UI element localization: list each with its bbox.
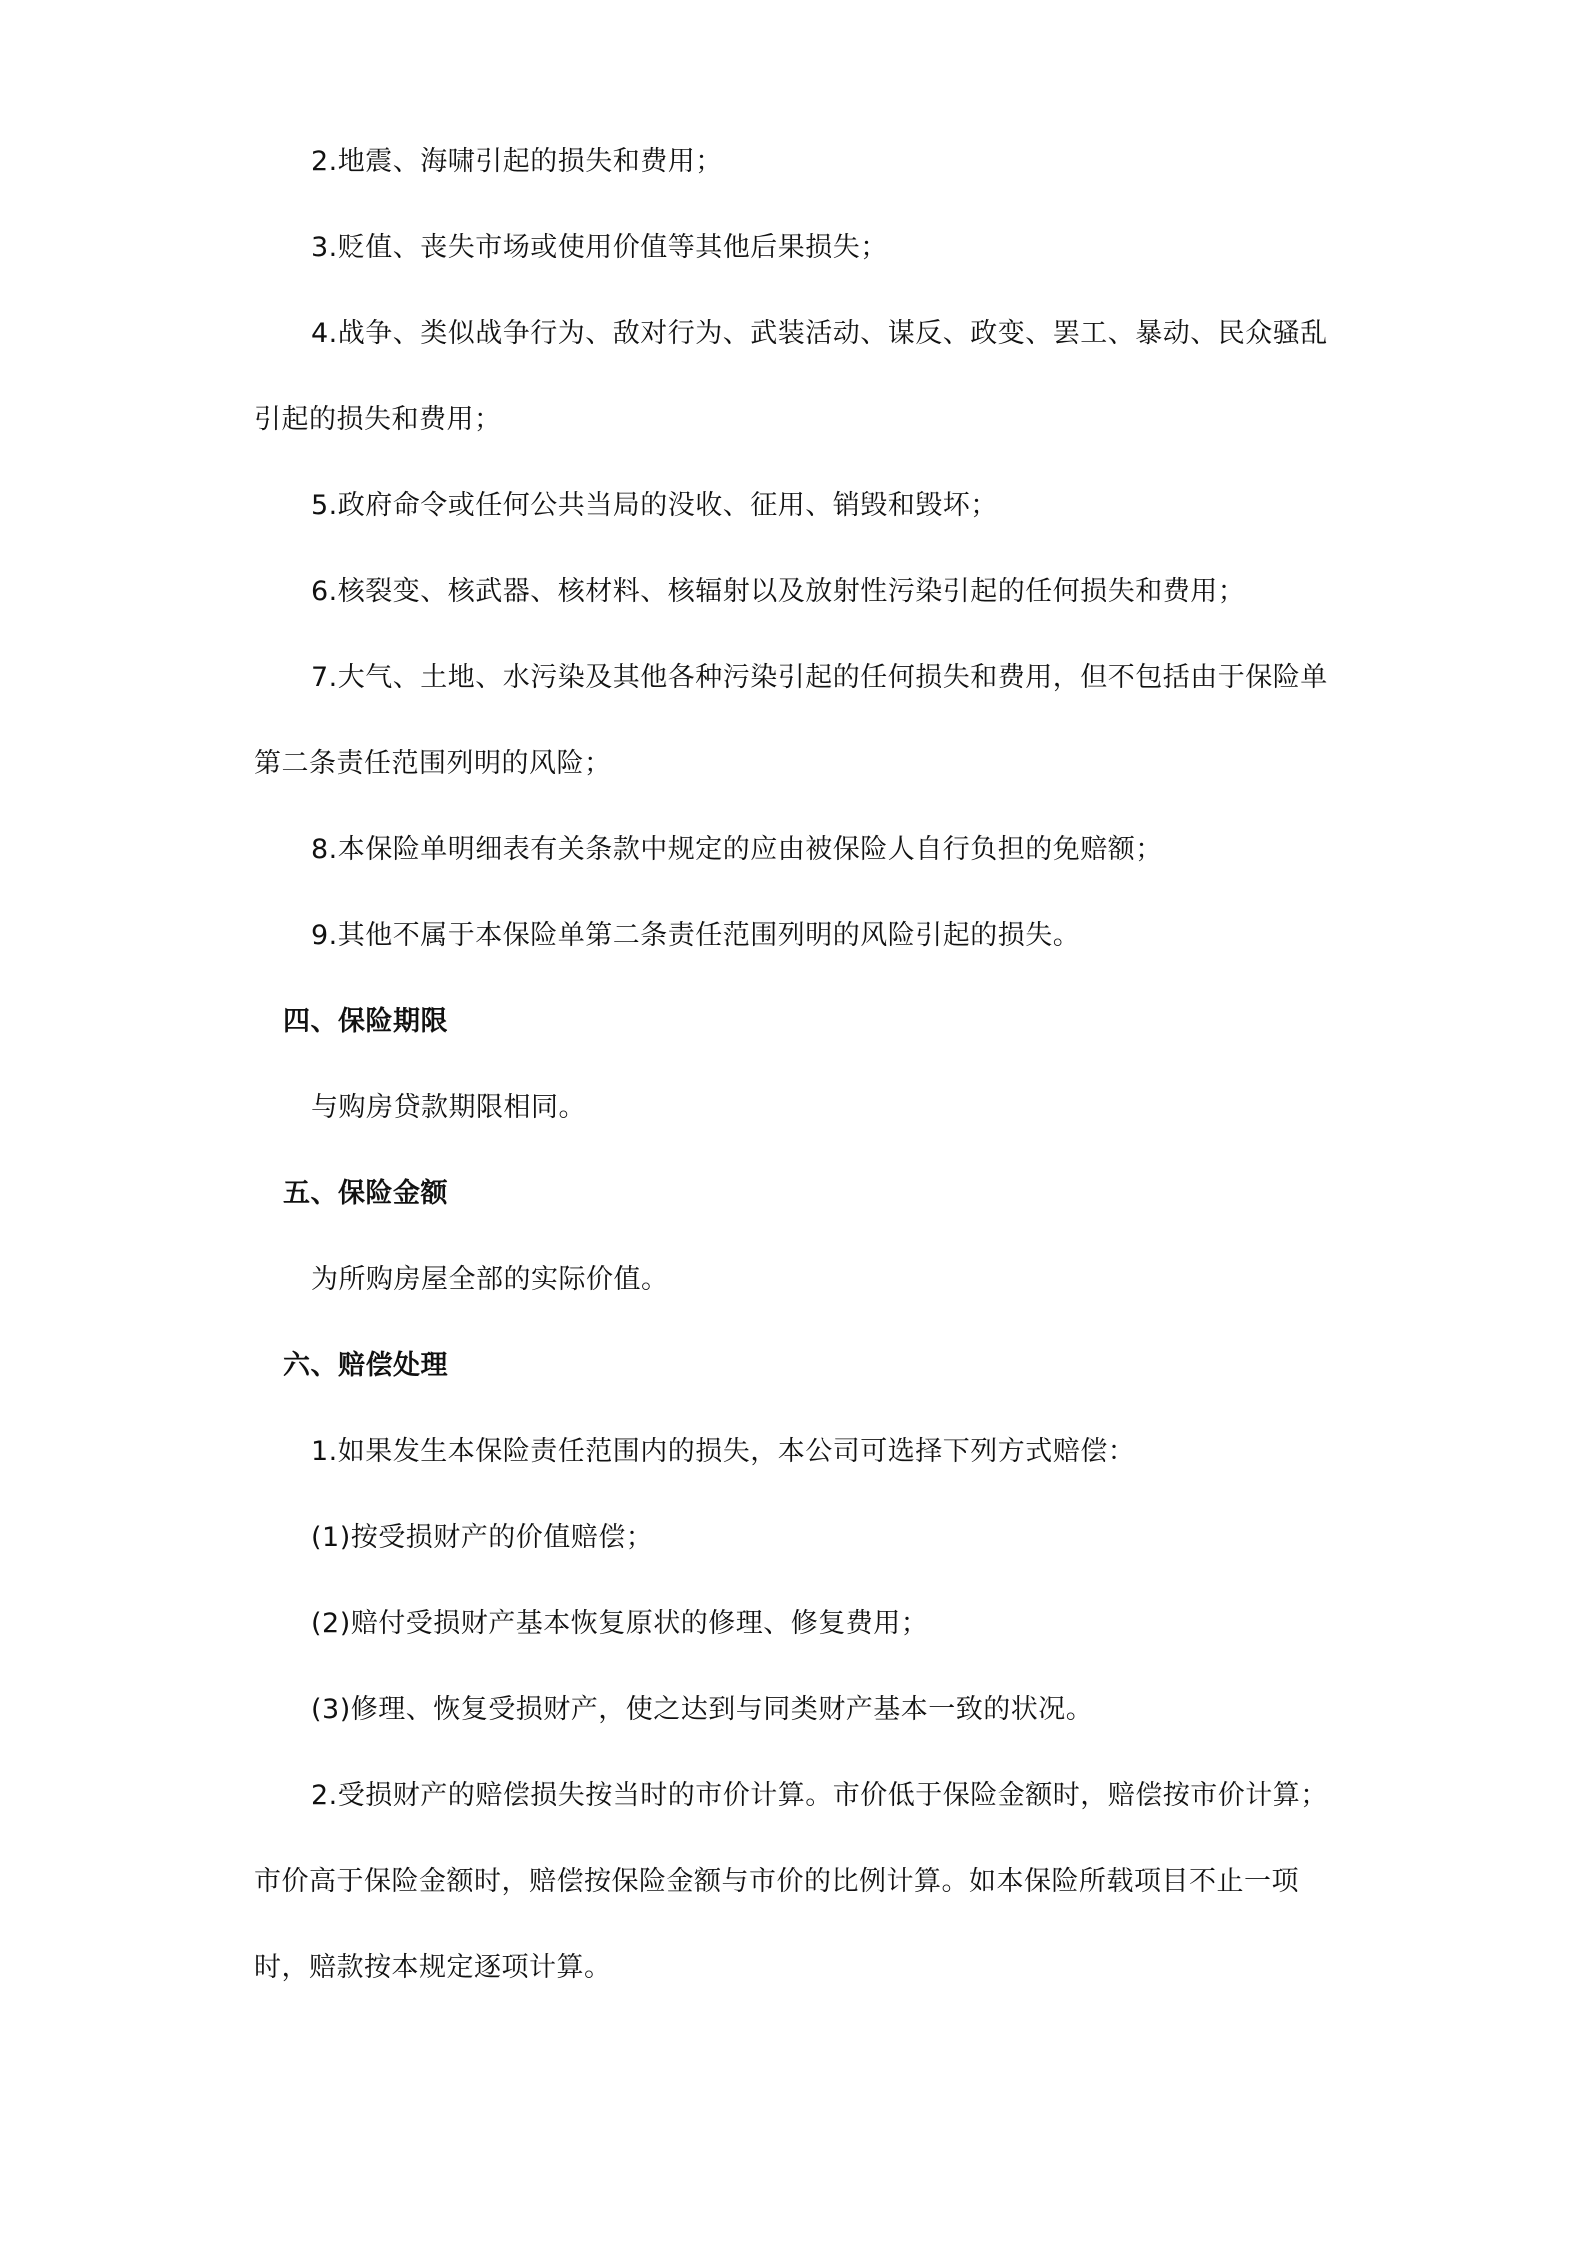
insurance-period-text: 与购房贷款期限相同。: [311, 1092, 586, 1123]
claims-subitem-3: (3)修理、恢复受损财产，使之达到与同类财产基本一致的状况。: [311, 1694, 1094, 1725]
claims-item-2-line-3: 时，赔款按本规定逐项计算。: [254, 1952, 612, 1983]
claims-item-2-line-2: 市价高于保险金额时，赔偿按保险金额与市价的比例计算。如本保险所载项目不止一项: [254, 1866, 1299, 1897]
clause-item-3: 3.贬值、丧失市场或使用价值等其他后果损失；: [311, 232, 888, 263]
clause-item-4-line-1: 4.战争、类似战争行为、敌对行为、武装活动、谋反、政变、罢工、暴动、民众骚乱: [311, 318, 1328, 349]
section-heading-claims-handling: 六、赔偿处理: [283, 1350, 448, 1381]
claims-subitem-1: (1)按受损财产的价值赔偿；: [311, 1522, 654, 1553]
section-heading-insured-amount: 五、保险金额: [283, 1178, 448, 1209]
insured-amount-text: 为所购房屋全部的实际价值。: [311, 1264, 669, 1295]
clause-item-7-line-2: 第二条责任范围列明的风险；: [254, 748, 612, 779]
section-heading-insurance-period: 四、保险期限: [283, 1006, 448, 1037]
claims-item-1: 1.如果发生本保险责任范围内的损失，本公司可选择下列方式赔偿：: [311, 1436, 1136, 1467]
clause-item-9: 9.其他不属于本保险单第二条责任范围列明的风险引起的损失。: [311, 920, 1081, 951]
clause-item-4-line-2: 引起的损失和费用；: [254, 404, 502, 435]
claims-subitem-2: (2)赔付受损财产基本恢复原状的修理、修复费用；: [311, 1608, 929, 1639]
clause-item-2: 2.地震、海啸引起的损失和费用；: [311, 146, 723, 177]
clause-item-8: 8.本保险单明细表有关条款中规定的应由被保险人自行负担的免赔额；: [311, 834, 1163, 865]
claims-item-2-line-1: 2.受损财产的赔偿损失按当时的市价计算。市价低于保险金额时，赔偿按市价计算；: [311, 1780, 1328, 1811]
clause-item-6: 6.核裂变、核武器、核材料、核辐射以及放射性污染引起的任何损失和费用；: [311, 576, 1246, 607]
clause-item-7-line-1: 7.大气、土地、水污染及其他各种污染引起的任何损失和费用，但不包括由于保险单: [311, 662, 1328, 693]
clause-item-5: 5.政府命令或任何公共当局的没收、征用、销毁和毁坏；: [311, 490, 998, 521]
